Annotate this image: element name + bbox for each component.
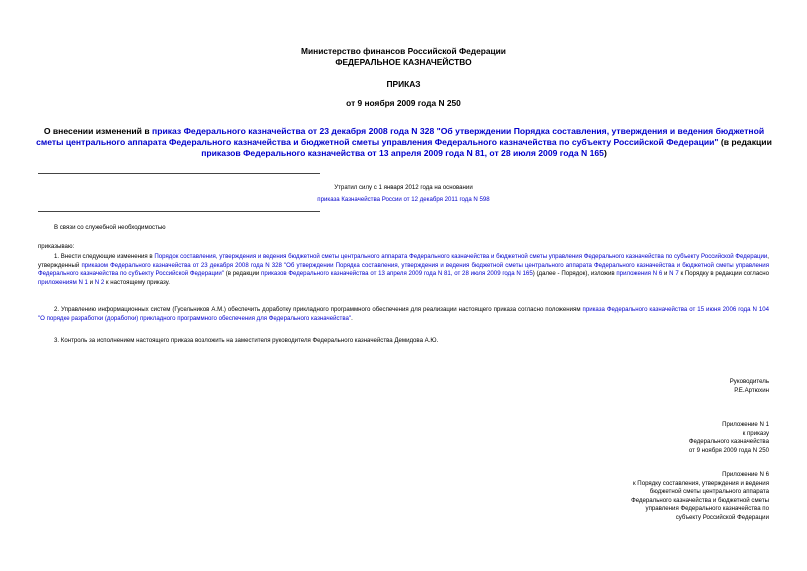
item-3: 3. Контроль за исполнением настоящего приказа возложить на заместителя руководителя Федерального казначейства Демидова А.Ю.	[54, 337, 439, 344]
item1-link-procedure[interactable]: Порядок составления, утверждения и ведения бюджетной сметы центрального аппарата Федерального казначейства и бюджетной сметы управления Федерального казначейства по субъекту Российской Федерации	[154, 253, 768, 260]
document-title	[36, 126, 772, 160]
appendix-6-line2: к Порядку составления, утверждения и ведения	[632, 479, 769, 487]
appendix-1-line3: Федерального казначейства	[688, 438, 769, 446]
item2-link-order-104[interactable]: приказа Федерального казначейства от 15 июня 2006 года N 104 "О порядке разработки (доработки) прикладного программного обеспечения для Федерального казначейства"	[38, 306, 769, 322]
appendix-6-line3: бюджетной сметы центрального аппарата	[649, 488, 769, 496]
divider-top	[38, 173, 320, 174]
item1-end: к настоящему приказу.	[104, 279, 170, 287]
divider-bottom	[38, 211, 320, 212]
appendix-6-line4: Федерального казначейства и бюджетной сметы	[631, 496, 769, 504]
item1-link-appendix-7[interactable]: N 7	[669, 270, 679, 278]
agency-name: ФЕДЕРАЛЬНОЕ КАЗНАЧЕЙСТВО	[335, 57, 472, 67]
signature-position: Руководитель	[729, 378, 769, 385]
doc-date-number: от 9 ноября 2009 года N 250	[346, 98, 461, 108]
item1-mid6: и	[87, 279, 95, 287]
title-suffix: )	[603, 148, 607, 159]
title-middle: (в редакции	[718, 137, 772, 148]
appendix-1-line2: к приказу	[742, 429, 769, 437]
appendix-1-line4: от 9 ноября 2009 года N 250	[688, 446, 769, 454]
item1-mid3: ) (далее - Порядок), изложив	[532, 270, 617, 278]
item1-link-order-328[interactable]: приказом Федерального казначейства от 23 декабря 2008 года N 328 "Об утверждении Порядка составления, утверждения и ведения бюджетной сметы центрального аппарата Федерального казначейства и бюджетной сметы управления Федерального казначейства по субъекту Российской Федерации"	[38, 261, 769, 278]
ministry-name: Министерство финансов Российской Федерации	[301, 46, 506, 56]
status-note-link[interactable]: приказа Казначейства России от 12 декабря 2011 года N 598	[317, 196, 490, 203]
item1-mid5: к Порядку в редакции согласно	[678, 270, 770, 278]
item2-pre: 2. Управлению информационных систем (Гусельников А.М.) обеспечить доработку прикладного программного обеспечения для реализации настоящего приказа согласно положениям	[54, 306, 583, 313]
item1-mid2: (в редакции	[223, 270, 262, 278]
title-link-main-order[interactable]: приказ Федерального казначейства от 23 декабря 2008 года N 328 "Об утверждении Порядка составления, утверждения и ведения бюджетной сметы центрального аппарата Федерального казначейства и бюджетной сметы управления Федерального казначейства по субъекту Российской Федерации"	[36, 126, 765, 148]
item-1	[38, 253, 769, 288]
item1-link-appendix-6[interactable]: приложения N 6	[616, 270, 663, 278]
signature-name: Р.Е.Артюхин	[734, 386, 769, 394]
item1-pre: 1. Внести следующие изменения в	[54, 253, 155, 260]
doc-type: ПРИКАЗ	[386, 79, 421, 89]
appendix-6-block	[631, 471, 769, 523]
title-prefix: О внесении изменений в	[43, 126, 153, 136]
title-link-amending-orders[interactable]: приказов Федерального казначейства от 13 апреля 2009 года N 81, от 28 июля 2009 года N 165	[201, 148, 604, 159]
item1-link-amending-orders[interactable]: приказов Федерального казначейства от 13 апреля 2009 года N 81, от 28 июля 2009 года N 165	[261, 270, 533, 278]
order-word: приказываю:	[38, 243, 75, 250]
item1-link-annex-1[interactable]: приложениям N 1	[38, 279, 88, 287]
signature-block	[730, 378, 769, 395]
item-2	[38, 306, 769, 323]
intro-text: В связи со служебной необходимостью	[54, 224, 166, 231]
appendix-6-title: Приложение N 6	[722, 471, 769, 478]
item1-mid1: , утвержденный	[38, 253, 769, 269]
item2-end: .	[351, 314, 353, 322]
appendix-1-block	[689, 421, 769, 455]
appendix-1-title: Приложение N 1	[722, 421, 769, 428]
item1-link-annex-2[interactable]: N 2	[94, 279, 105, 287]
appendix-6-line6: субъекту Российской Федерации	[675, 513, 769, 521]
status-note-line1: Утратил силу с 1 января 2012 года на основании	[334, 184, 473, 191]
appendix-6-line5: управления Федерального казначейства по	[645, 505, 769, 513]
item1-mid4: и	[662, 270, 670, 278]
